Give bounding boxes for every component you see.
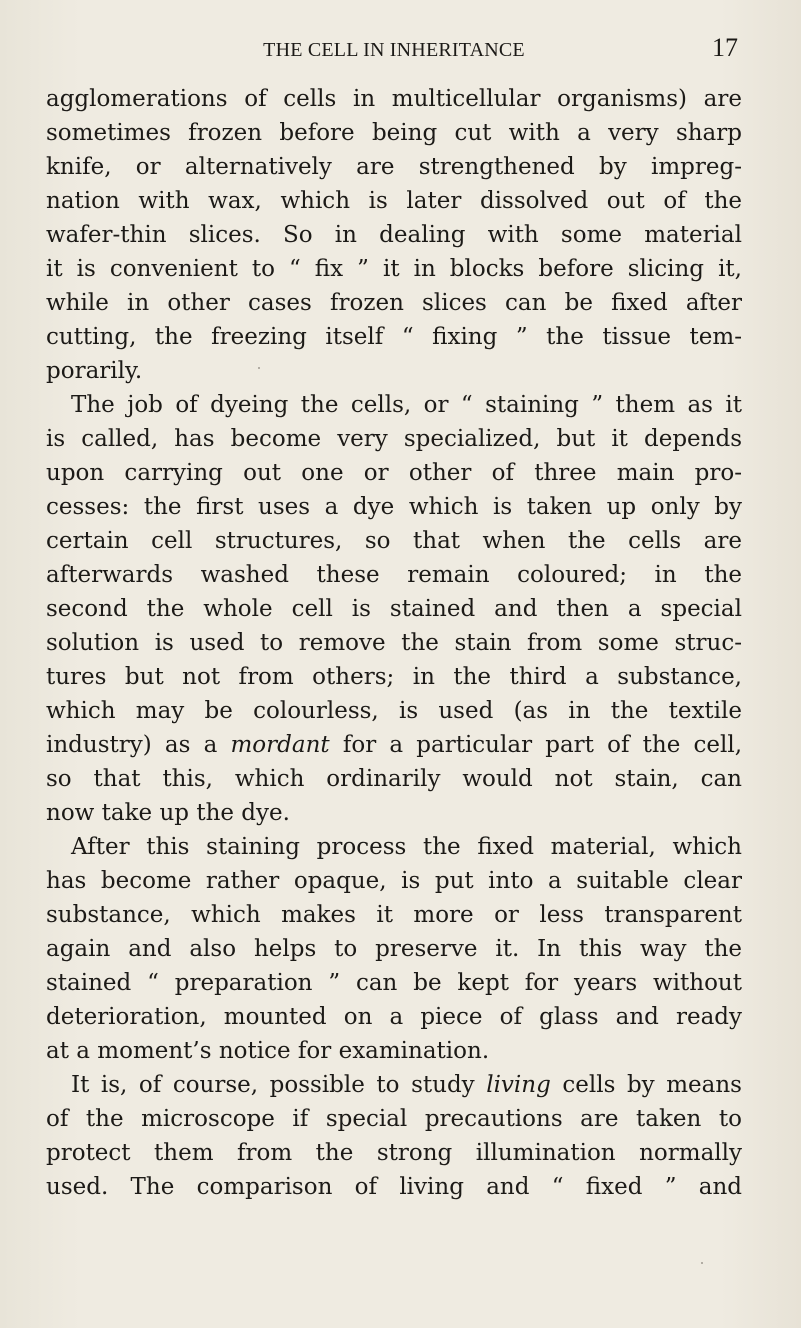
body-text: [46, 82, 742, 1204]
text-line: stained “ preparation ” can be kept for years without: [46, 970, 742, 996]
running-head: [46, 33, 742, 71]
text-line: while in other cases frozen slices can be fixed after: [46, 290, 742, 316]
italic-term-mordant: mordant: [230, 732, 330, 758]
text-line: cesses: the first uses a dye which is taken up only by: [46, 494, 742, 520]
text-line: agglomerations of cells in multicellular organisms) are: [46, 86, 742, 112]
text-line: cutting, the freezing itself “ fixing ” the tissue tem-: [46, 324, 742, 350]
text-line: afterwards washed these remain coloured; in the: [46, 562, 742, 588]
paragraph-end-line: at a moment’s notice for examination.: [46, 1038, 490, 1064]
paragraph-end-line: porarily.: [46, 358, 143, 384]
mixed-style-line: [46, 1068, 742, 1102]
text-line: is called, has become very specialized, but it depends: [46, 426, 742, 452]
text-line: it is convenient to “ fix ” it in blocks before slicing it,: [46, 256, 742, 282]
text-line: solution is used to remove the stain from some struc-: [46, 630, 742, 656]
text-line: second the whole cell is stained and then a special: [46, 596, 742, 622]
text-line: certain cell structures, so that when the cells are: [46, 528, 742, 554]
italic-term-living: living: [486, 1072, 551, 1098]
paragraph-start-line: After this staining process the fixed material, which: [71, 834, 742, 860]
text-line: so that this, which ordinarily would not stain, can: [46, 766, 742, 792]
page-number: 17: [712, 33, 738, 62]
text-line: protect them from the strong illumination normally: [46, 1140, 742, 1166]
text-line: upon carrying out one or other of three main pro-: [46, 460, 742, 486]
text-line: knife, or alternatively are strengthened by impreg-: [46, 154, 742, 180]
text-line: again and also helps to preserve it. In this way the: [46, 936, 742, 962]
text-segment: for a particular part of the cell,: [342, 732, 743, 758]
text-line: has become rather opaque, is put into a suitable clear: [46, 868, 742, 894]
mixed-style-line: [46, 728, 742, 762]
text-line: wafer-thin slices. So in dealing with some material: [46, 222, 742, 248]
running-title: THE CELL IN INHERITANCE: [263, 39, 525, 61]
text-segment: cells by means: [562, 1072, 742, 1098]
text-line: used. The comparison of living and “ fixed ” and: [46, 1174, 742, 1200]
text-segment: industry) as a: [46, 732, 218, 758]
text-line: which may be colourless, is used (as in the textile: [46, 698, 742, 724]
text-line: of the microscope if special precautions are taken to: [46, 1106, 742, 1132]
scan-speck: [258, 367, 260, 369]
scan-speck: [701, 1262, 703, 1264]
text-line: substance, which makes it more or less transparent: [46, 902, 742, 928]
text-segment: It is, of course, possible to study: [71, 1072, 475, 1098]
text-line: deterioration, mounted on a piece of glass and ready: [46, 1004, 742, 1030]
text-line: tures but not from others; in the third a substance,: [46, 664, 742, 690]
paragraph-start-line: The job of dyeing the cells, or “ staining ” them as it: [71, 392, 742, 418]
text-line: nation with wax, which is later dissolved out of the: [46, 188, 742, 214]
text-line: sometimes frozen before being cut with a very sharp: [46, 120, 742, 146]
paragraph-end-line: now take up the dye.: [46, 800, 290, 826]
